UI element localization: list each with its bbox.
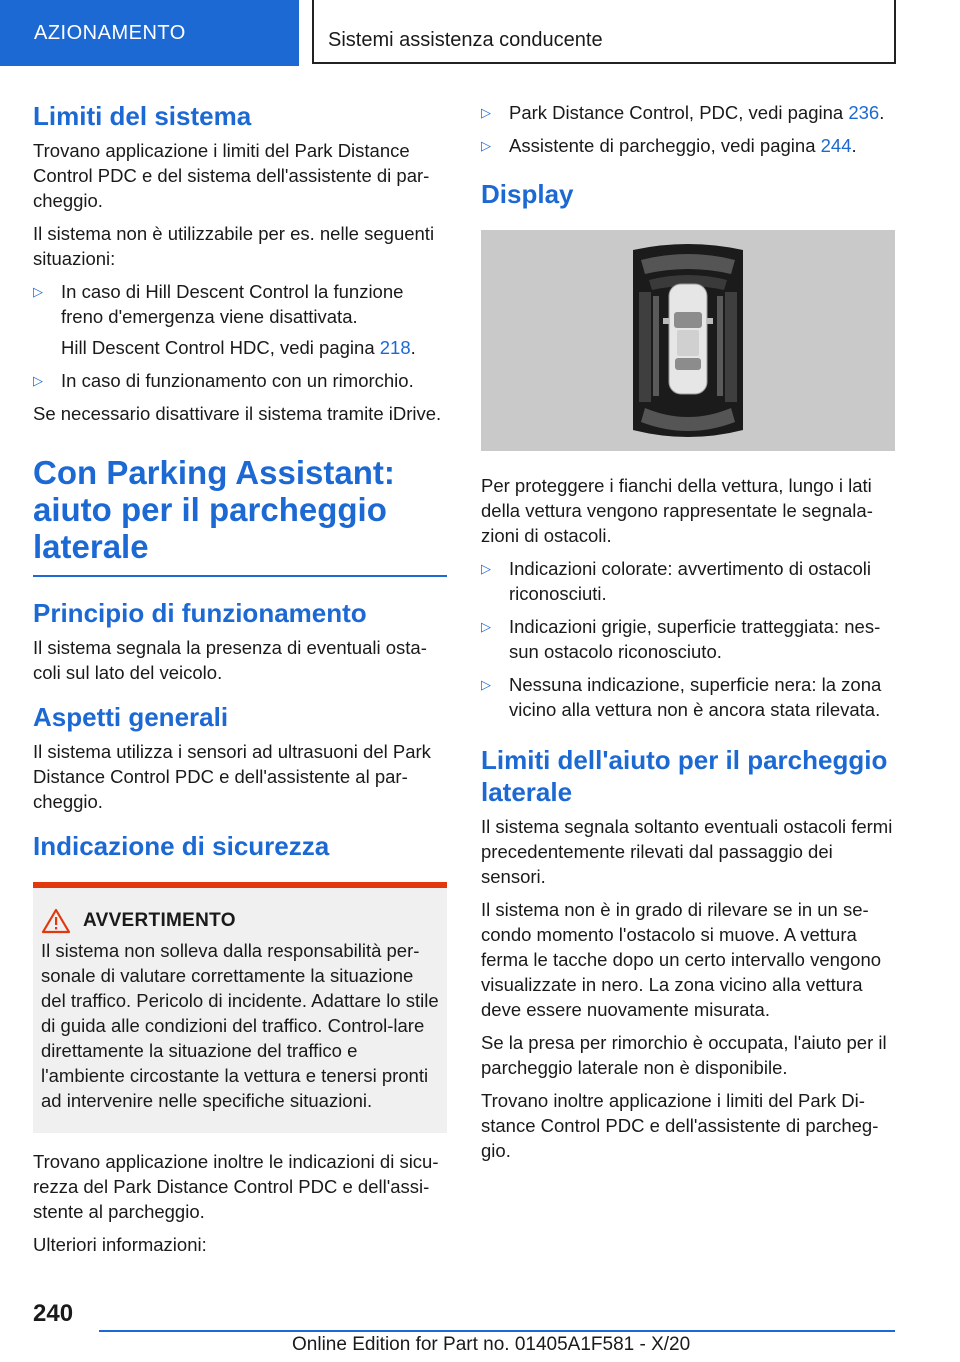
list-item-text: In caso di funzionamento con un rimorchio.: [61, 370, 414, 391]
left-column: [33, 100, 447, 1265]
footer-divider: [99, 1330, 895, 1332]
heading-parking-assistant: Con Parking Assistant: aiuto per il parcheggio laterale: [33, 454, 395, 565]
right-column: [481, 100, 895, 1171]
heading-divider: [33, 575, 447, 577]
reference-suffix: .: [879, 102, 885, 123]
bullet-icon: ▷: [33, 373, 43, 388]
reference-text: Park Distance Control, PDC, vedi pagina: [509, 102, 849, 123]
paragraph: Il sistema segnala soltanto eventuali ostacoli fermi precedentemente rilevati dal passaggio dei sensori.: [481, 816, 893, 887]
parking-display-image: [481, 230, 895, 451]
reference-text: Hill Descent Control HDC, vedi pagina: [61, 337, 380, 358]
page-link[interactable]: 236: [848, 102, 880, 123]
reference-suffix: .: [410, 337, 416, 358]
paragraph: Se necessario disattivare il sistema tramite iDrive.: [33, 403, 442, 424]
bullet-icon: ▷: [481, 677, 491, 692]
chapter-title: Sistemi assistenza conducente: [312, 0, 896, 64]
warning-text: Il sistema non solleva dalla responsabilità per-sonale di valutare correttamente la situazione del traffico. Pericolo di incidente. Adattare lo stile di guida alle condizioni del traffico. Control-lare direttamente la situazione del traffico e l'ambiente circostante la vettura e tenersi pronti ad intervenire nelle specifiche situazioni.: [41, 940, 439, 1111]
warning-triangle-icon: [41, 908, 71, 934]
reference-list: [481, 100, 895, 158]
limits-list: [33, 279, 447, 393]
bullet-icon: ▷: [33, 284, 43, 299]
bullet-icon: ▷: [481, 105, 491, 120]
list-item: [481, 100, 895, 125]
heading-safety: Indicazione di sicurezza: [33, 831, 330, 861]
paragraph: Se la presa per rimorchio è occupata, l'aiuto per il parcheggio laterale non è disponibile.: [481, 1032, 887, 1078]
heading-system-limits: Limiti del sistema: [33, 101, 252, 131]
paragraph: Trovano applicazione i limiti del Park Distance Control PDC e del sistema dell'assistente di par-cheggio.: [33, 140, 430, 211]
list-item: [481, 614, 895, 664]
list-item-text: In caso di Hill Descent Control la funzione freno d'emergenza viene disattivata.: [61, 281, 404, 327]
page-number: 240: [33, 1300, 74, 1327]
page-link[interactable]: 218: [379, 337, 411, 358]
page-link[interactable]: 244: [820, 135, 852, 156]
list-item-text: Indicazioni grigie, superficie tratteggiata: nes-sun ostacolo riconosciuto.: [509, 616, 881, 662]
bullet-icon: ▷: [481, 619, 491, 634]
list-item: [481, 556, 895, 606]
list-item-text: Indicazioni colorate: avvertimento di ostacoli riconosciuti.: [509, 558, 871, 604]
list-item-text: Nessuna indicazione, superficie nera: la zona vicino alla vettura non è ancora stata rilevata.: [509, 674, 882, 720]
list-item: [481, 133, 895, 158]
paragraph: Il sistema utilizza i sensori ad ultrasuoni del Park Distance Control PDC e dell'assistente al par-cheggio.: [33, 741, 431, 812]
page-header: [0, 0, 960, 66]
car-top-view-illustration: [481, 230, 895, 451]
paragraph: Il sistema non è utilizzabile per es. nelle seguenti situazioni:: [33, 223, 435, 269]
heading-general: Aspetti generali: [33, 702, 229, 732]
section-tab: AZIONAMENTO: [0, 0, 299, 66]
heading-parking-aid-limits: Limiti dell'aiuto per il parcheggio laterale: [481, 745, 888, 807]
cross-reference: [61, 335, 447, 360]
heading-display: Display: [481, 179, 574, 209]
edition-text: Online Edition for Part no. 01405A1F581 - X/20: [292, 1334, 691, 1355]
bullet-icon: ▷: [481, 561, 491, 576]
warning-header: [41, 908, 439, 934]
list-item: [33, 368, 447, 393]
warning-box: [33, 888, 447, 1133]
paragraph: Il sistema non è in grado di rilevare se in un se-condo momento l'ostacolo si muove. A vettura ferma le tacche dopo un certo intervallo vengono visualizzate in nero. La zona vicino alla vettura deve essere nuovamente misurata.: [481, 899, 882, 1020]
list-item: [481, 672, 895, 722]
display-indications-list: [481, 556, 895, 722]
paragraph: Ulteriori informazioni:: [33, 1234, 207, 1255]
reference-suffix: .: [851, 135, 857, 156]
paragraph: Il sistema segnala la presenza di eventuali osta-coli sul lato del veicolo.: [33, 637, 427, 683]
heading-principle: Principio di funzionamento: [33, 598, 367, 628]
reference-text: Assistente di parcheggio, vedi pagina: [509, 135, 821, 156]
paragraph: Trovano applicazione inoltre le indicazioni di sicu-rezza del Park Distance Control PDC e dell'assi-stente al parcheggio.: [33, 1151, 439, 1222]
paragraph: Per proteggere i fianchi della vettura, lungo i lati della vettura vengono rappresentate le segnala-zioni di ostacoli.: [481, 475, 873, 546]
warning-title: AVVERTIMENTO: [83, 910, 236, 931]
list-item: [33, 279, 447, 360]
bullet-icon: ▷: [481, 138, 491, 153]
paragraph: Trovano inoltre applicazione i limiti del Park Di-stance Control PDC e dell'assistente di parcheg-gio.: [481, 1090, 879, 1161]
